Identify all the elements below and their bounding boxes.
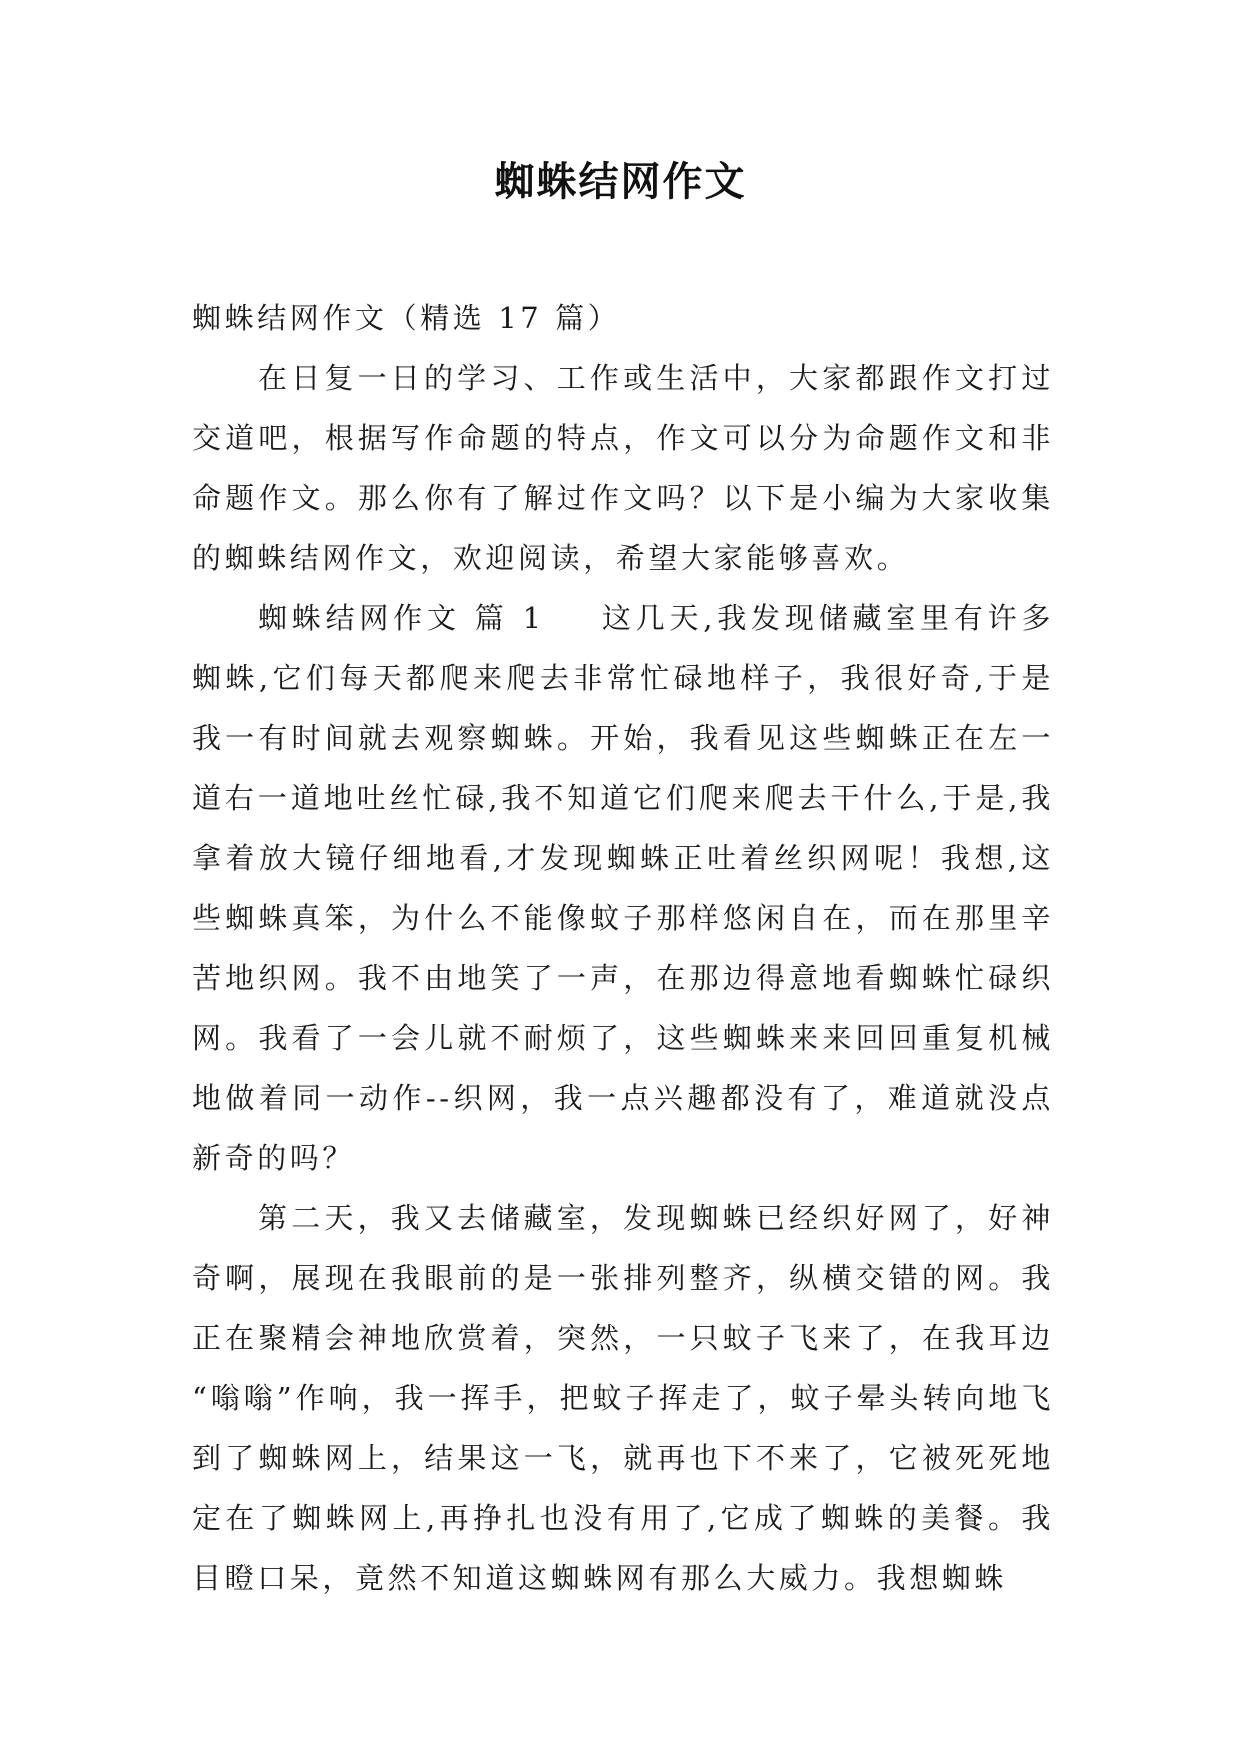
paragraph-2: 第二天，我又去储藏室，发现蜘蛛已经织好网了，好神奇啊，展现在我眼前的是一张排列整齐，纵横交错的网。我正在聚精会神地欣赏着，突然，一只蚊子飞来了，在我耳边“嗡嗡”作响，我一挥手，把蚊子挥走了，蚊子晕头转向地飞到了蜘蛛网上，结果这一飞，就再也下不来了，它被死死地定在了蜘蛛网上,再挣扎也没有用了,它成了蜘蛛的美餐。我目瞪口呆，竟然不知道这蜘蛛网有那么大威力。我想蜘蛛: [192, 1201, 1054, 1595]
intro-paragraph: 在日复一日的学习、工作或生活中，大家都跟作文打过交道吧，根据写作命题的特点，作文可以分为命题作文和非命题作文。那么你有了解过作文吗？以下是小编为大家收集的蜘蛛结网作文，欢迎阅读，希望大家能够喜欢。: [192, 361, 1054, 575]
document-body: [192, 288, 1054, 1608]
section-heading: 蜘蛛结网作文 篇 1: [258, 601, 545, 635]
paragraph-1-text: 这几天,我发现储藏室里有许多蜘蛛,它们每天都爬来爬去非常忙碌地样子，我很好奇,于是我一有时间就去观察蜘蛛。开始，我看见这些蜘蛛正在左一道右一道地吐丝忙碌,我不知道它们爬来爬去干什么,于是,我拿着放大镜仔细地看,才发现蜘蛛正吐着丝织网呢！我想,这些蜘蛛真笨，为什么不能像蚊子那样悠闲自在，而在那里辛苦地织网。我不由地笑了一声，在那边得意地看蜘蛛忙碌织网。我看了一会儿就不耐烦了，这些蜘蛛来来回回重复机械地做着同一动作--织网，我一点兴趣都没有了，难道就没点新奇的吗？: [192, 601, 1055, 1175]
section-1-paragraph: [192, 588, 1054, 1188]
document-subtitle: 蜘蛛结网作文（精选 17 篇）: [192, 301, 621, 335]
document-title: 蜘蛛结网作文: [494, 159, 747, 205]
